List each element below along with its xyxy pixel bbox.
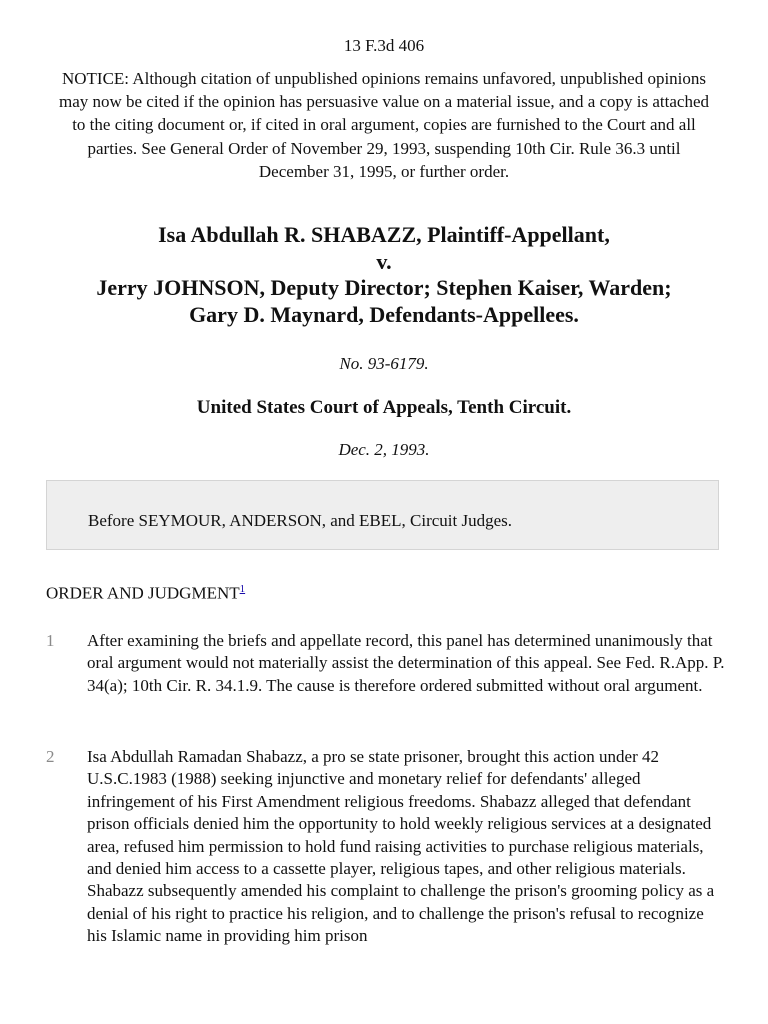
footnote-link[interactable]: 1 xyxy=(239,583,246,595)
decision-date: Dec. 2, 1993. xyxy=(338,440,430,459)
order-heading-text: ORDER AND JUDGMENT xyxy=(46,583,240,603)
defendants-line-2: Gary D. Maynard, Defendants-Appellees. xyxy=(189,301,579,327)
docket-number: No. 93-6179. xyxy=(339,354,429,373)
case-caption xyxy=(20,222,748,328)
footnote-reference xyxy=(240,580,246,596)
paragraph-number: 1 xyxy=(46,631,55,650)
paragraph-text: After examining the briefs and appellate record, this panel has determined unanimously that oral argument would not materially assist the determination of this appeal. See Fed. R.App. P. 34(a); 10th Cir. R. 34.1.9. The cause is therefore ordered submitted without oral argument. xyxy=(87,631,725,695)
unpublished-opinion-notice: NOTICE: Although citation of unpublished opinions remains unfavored, unpublished opinions may now be cited if the opinion has persuasive value on a material issue, and a copy is attached to the citing document or, if cited in oral argument, copies are furnished to the Court and all parties. See General Order of November 29, 1993, suspending 10th Cir. Rule 36.3 until December 31, 1995, or further order. xyxy=(58,69,710,181)
court-name: United States Court of Appeals, Tenth Circuit. xyxy=(196,397,572,418)
judges-panel-box xyxy=(46,480,719,550)
order-heading xyxy=(46,580,245,604)
defendants-line-1: Jerry JOHNSON, Deputy Director; Stephen Kaiser, Warden; xyxy=(96,275,672,300)
versus-line: v. xyxy=(376,248,392,274)
plaintiff-line: Isa Abdullah R. SHABAZZ, Plaintiff-Appellant, xyxy=(158,222,610,247)
judges-panel-text: Before SEYMOUR, ANDERSON, and EBEL, Circuit Judges. xyxy=(88,511,513,530)
case-citation: 13 F.3d 406 xyxy=(343,36,425,55)
paragraph-number: 2 xyxy=(46,747,55,766)
paragraph-text: Isa Abdullah Ramadan Shabazz, a pro se state prisoner, brought this action under 42 U.S.C.1983 (1988) seeking injunctive and monetary relief for defendants' alleged infringement of his First Amendment religious freedoms. Shabazz alleged that defendant prison officials denied him the opportunity to hold weekly religious services at a designated area, refused him permission to hold fund raising activities to purchase religious materials, and denied him access to a cassette player, religious tapes, and other religious materials. Shabazz subsequently amended his complaint to challenge the prison's grooming policy as a denial of his right to practice his religion, and to challenge the prison's refusal to recognize his Islamic name in providing him prison xyxy=(87,747,715,946)
